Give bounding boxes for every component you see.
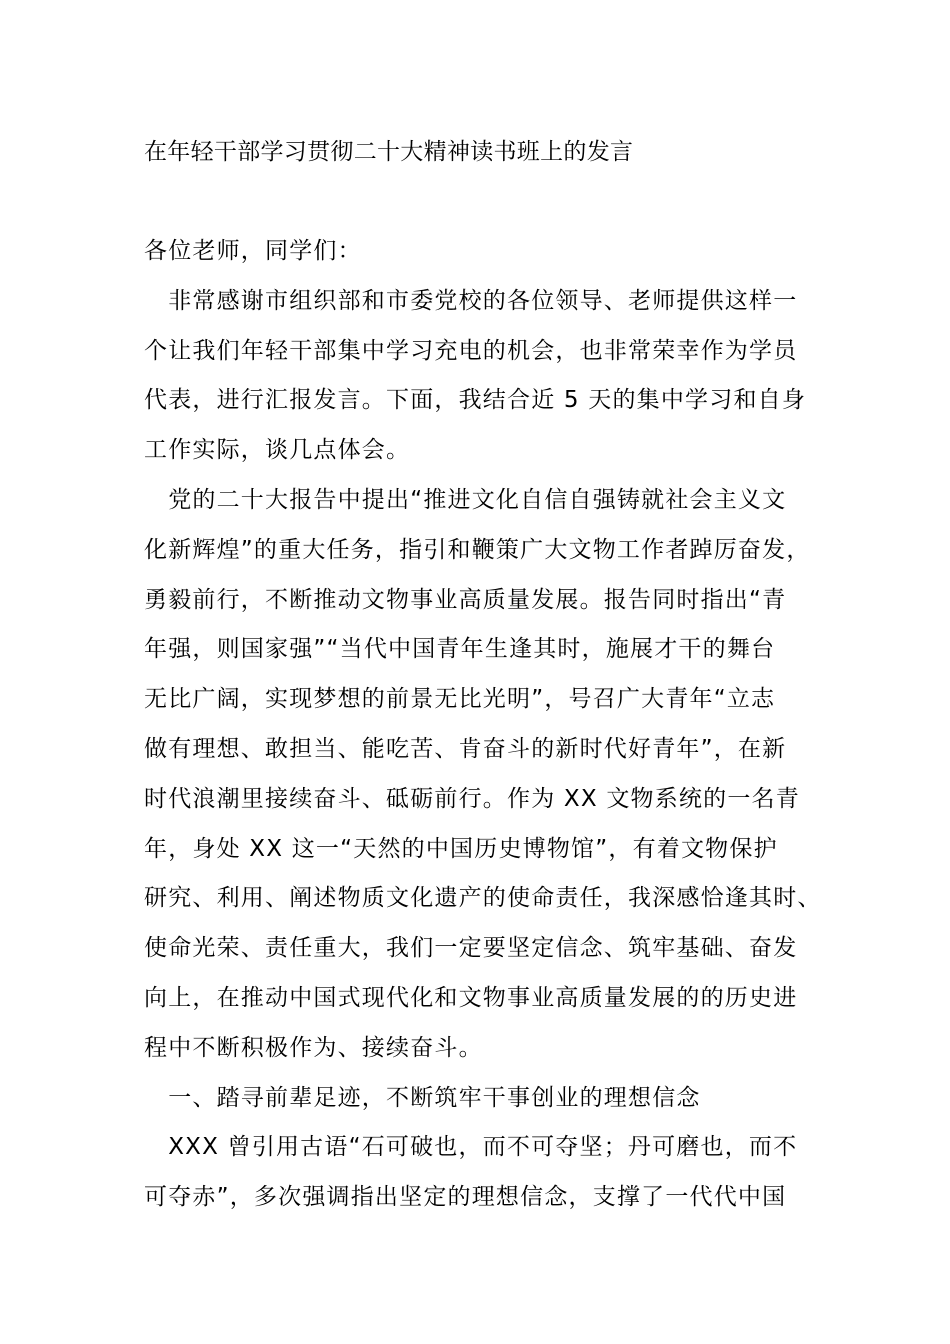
body-line: 各位老师，同学们： — [144, 238, 362, 264]
body-line: 无比广阔，实现梦想的前景无比光明”，号召广大青年“立志 — [144, 686, 776, 713]
body-line: 年强，则国家强”“当代中国青年生逢其时，施展才干的舞台 — [144, 636, 776, 663]
body-line: 代表，进行汇报发言。下面，我结合近 5 天的集中学习和自身 — [144, 387, 807, 414]
body-line: 党的二十大报告中提出“推进文化自信自强铸就社会主义文 — [144, 486, 787, 513]
body-line: 勇毅前行，不断推动文物事业高质量发展。报告同时指出“青 — [144, 586, 787, 613]
body-line: 做有理想、敢担当、能吃苦、肯奋斗的新时代好青年”，在新 — [144, 735, 787, 762]
body-line: 程中不断积极作为、接续奋斗。 — [144, 1034, 483, 1061]
document-title: 在年轻干部学习贯彻二十大精神读书班上的发言 — [144, 139, 634, 165]
document-body — [144, 227, 824, 1223]
body-line: 研究、利用、阐述物质文化遗产的使命责任，我深感恰逢其时、 — [144, 885, 822, 912]
body-line: 向上，在推动中国式现代化和文物事业高质量发展的的历史进 — [144, 984, 798, 1011]
body-line: 个让我们年轻干部集中学习充电的机会，也非常荣幸作为学员 — [144, 337, 798, 364]
body-line: XXX 曾引用古语“石可破也，而不可夺坚；丹可磨也，而不 — [144, 1134, 798, 1161]
body-line: 年，身处 XX 这一“天然的中国历史博物馆”，有着文物保护 — [144, 835, 778, 862]
body-line: 工作实际，谈几点体会。 — [144, 437, 411, 464]
body-line: 化新辉煌”的重大任务，指引和鞭策广大文物工作者踔厉奋发， — [144, 536, 811, 563]
body-line: 使命光荣、责任重大，我们一定要坚定信念、筑牢基础、奋发 — [144, 935, 798, 962]
section-heading: 一、踏寻前辈足迹，不断筑牢干事创业的理想信念 — [144, 1084, 701, 1111]
body-line: 时代浪潮里接续奋斗、砥砺前行。作为 XX 文物系统的一名青 — [144, 785, 800, 812]
body-line: 非常感谢市组织部和市委党校的各位领导、老师提供这样一 — [144, 287, 798, 314]
body-line: 可夺赤”，多次强调指出坚定的理想信念，支撑了一代代中国 — [144, 1184, 787, 1211]
